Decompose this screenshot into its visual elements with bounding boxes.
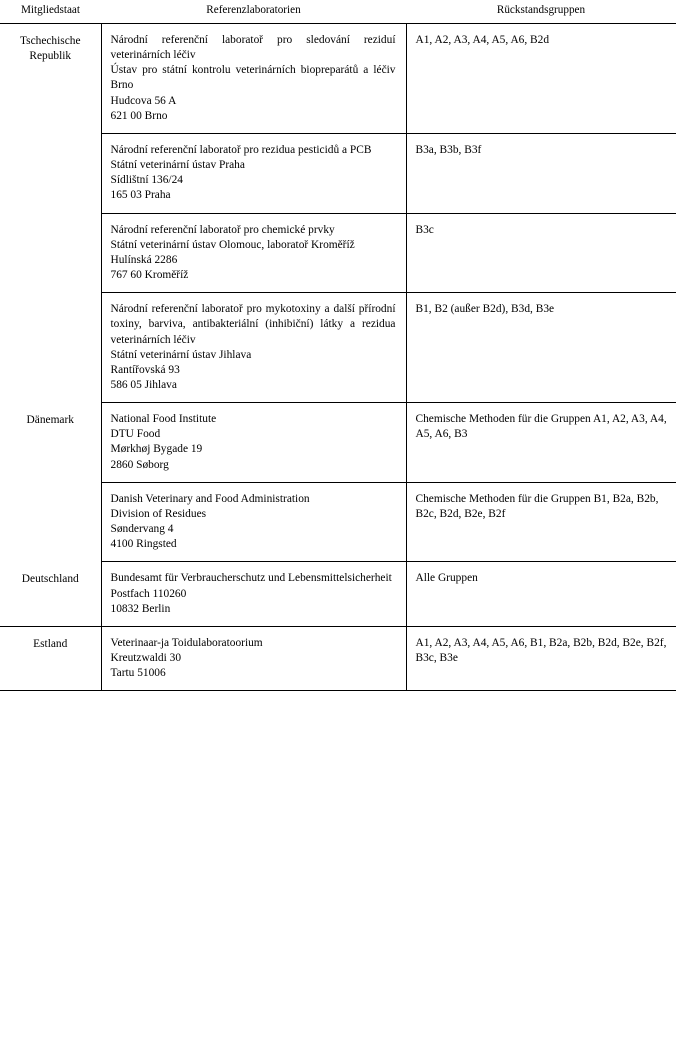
lab-line: 2860 Søborg (110, 458, 169, 471)
column-header-reference-labs: Referenzlaboratorien (101, 0, 406, 24)
cell-member-state: Deutschland (0, 562, 101, 626)
lab-line: 621 00 Brno (110, 109, 168, 122)
lab-line: Národní referenční laboratoř pro mykotoxiny a další přírodní toxiny, barviva, antibakteriální (inhibiční) látky a rezidua veterinárních léčiv (110, 303, 396, 346)
cell-member-state: Dänemark (26, 413, 74, 426)
lab-line: Státní veterinární ústav Olomouc, laboratoř Kroměříž (110, 238, 355, 251)
lab-line: Veterinaar-ja Toidulaboratoorium (110, 636, 263, 649)
table-row (0, 562, 676, 626)
table-row (0, 626, 676, 690)
lab-line: Danish Veterinary and Food Administration (110, 492, 310, 505)
cell-reference-lab (101, 562, 406, 626)
table-row (0, 482, 676, 562)
cell-reference-lab (101, 133, 406, 213)
cell-reference-lab (101, 482, 406, 562)
cell-residue-groups: B1, B2 (außer B2d), B3d, B3e (406, 293, 676, 403)
lab-line: Postfach 110260 (110, 587, 187, 600)
lab-line: Ústav pro státní kontrolu veterinárních biopreparátů a léčiv Brno (110, 64, 396, 92)
lab-line: Národní referenční laboratoř pro rezidua pesticidů a PCB (110, 143, 372, 156)
column-header-residue-groups: Rückstandsgruppen (406, 0, 676, 24)
lab-line: 10832 Berlin (110, 602, 171, 615)
lab-line: Rantířovská 93 (110, 363, 180, 376)
table-body (0, 24, 676, 691)
cell-residue-groups: A1, A2, A3, A4, A5, A6, B2d (406, 24, 676, 134)
lab-line: 767 60 Kroměříž (110, 269, 189, 282)
table-row (0, 293, 676, 403)
lab-line: Státní veterinární ústav Praha (110, 159, 245, 172)
lab-line: 165 03 Praha (110, 189, 171, 202)
table-header (0, 0, 676, 24)
lab-line: DTU Food (110, 428, 161, 441)
cell-reference-lab (101, 213, 406, 293)
cell-reference-lab (101, 293, 406, 403)
cell-residue-groups: B3a, B3b, B3f (406, 133, 676, 213)
column-header-member-state: Mitgliedstaat (0, 0, 101, 24)
lab-line: Sídlištní 136/24 (110, 174, 183, 187)
lab-line: Národní referenční laboratoř pro sledování reziduí veterinárních léčiv (110, 34, 396, 62)
cell-member-state: Estland (0, 626, 101, 690)
lab-line: Státní veterinární ústav Jihlava (110, 348, 252, 361)
cell-residue-groups: A1, A2, A3, A4, A5, A6, B1, B2a, B2b, B2d, B2e, B2f, B3c, B3e (406, 626, 676, 690)
cell-residue-groups: B3c (406, 213, 676, 293)
lab-line: National Food Institute (110, 413, 217, 426)
table-row (0, 213, 676, 293)
lab-line: Tartu 51006 (110, 667, 166, 680)
lab-line: Søndervang 4 (110, 523, 174, 536)
cell-residue-groups: Chemische Methoden für die Gruppen A1, A2, A3, A4, A5, A6, B3 (406, 403, 676, 483)
lab-line: Division of Residues (110, 507, 207, 520)
lab-line: Národní referenční laboratoř pro chemické prvky (110, 223, 335, 236)
lab-line: Bundesamt für Verbraucherschutz und Lebensmittelsicherheit (110, 572, 392, 585)
lab-line: Hudcova 56 A (110, 94, 177, 107)
cell-reference-lab (101, 403, 406, 483)
table-row (0, 24, 676, 134)
table-row (0, 403, 676, 483)
table-row (0, 133, 676, 213)
lab-line: Hulínská 2286 (110, 253, 178, 266)
cell-residue-groups: Alle Gruppen (406, 562, 676, 626)
lab-line: 4100 Ringsted (110, 538, 177, 551)
cell-member-state: Tschechische Republik (19, 35, 81, 63)
cell-reference-lab (101, 24, 406, 134)
lab-line: 586 05 Jihlava (110, 378, 177, 391)
lab-line: Kreutzwaldi 30 (110, 652, 182, 664)
lab-line: Mørkhøj Bygade 19 (110, 443, 203, 456)
cell-residue-groups: Chemische Methoden für die Gruppen B1, B2a, B2b, B2c, B2d, B2e, B2f (406, 482, 676, 562)
cell-reference-lab (101, 626, 406, 690)
